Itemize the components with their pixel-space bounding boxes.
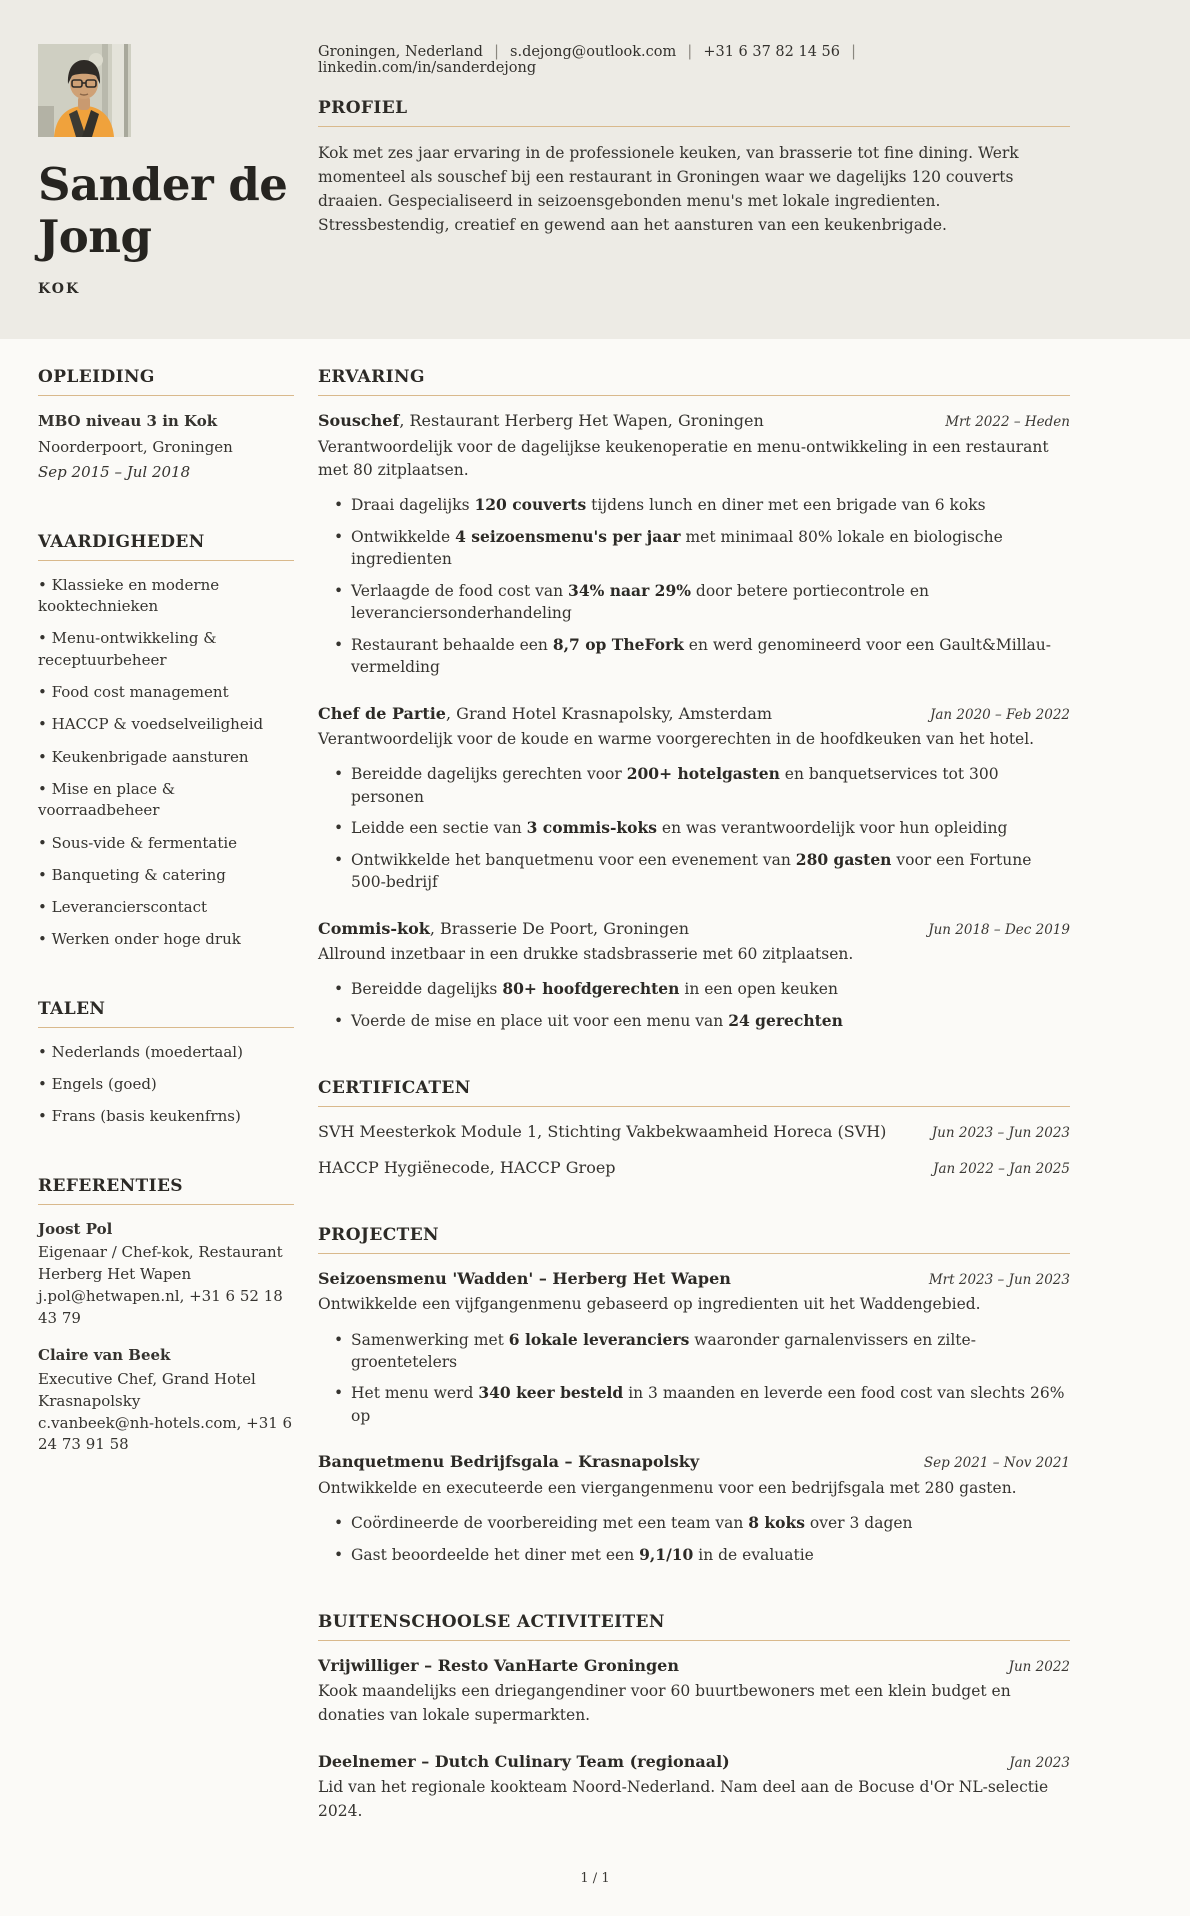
section-talen — [38, 999, 294, 1128]
bullet-text — [351, 494, 1070, 516]
contact-item: Groningen, Nederland — [318, 44, 483, 60]
bullet-item — [334, 494, 1070, 516]
highlighted-text: 120 couverts — [474, 495, 587, 515]
bullet-list — [318, 1329, 1070, 1428]
highlighted-text: 200+ hotelgasten — [626, 764, 780, 784]
activity-header — [318, 1751, 1070, 1773]
activity-title: Deelnemer – Dutch Culinary Team (regionaal) — [318, 1751, 730, 1771]
certificate-entry — [318, 1157, 1070, 1179]
contact-separator: | — [687, 42, 693, 60]
project-dates: Mrt 2023 – Jun 2023 — [928, 1271, 1070, 1288]
certificate-entry — [318, 1121, 1070, 1143]
highlighted-text: 80+ hoofdgerechten — [502, 979, 680, 999]
skill-item: • Food cost management — [38, 683, 229, 702]
activity-header — [318, 1655, 1070, 1677]
bullet-icon: • — [334, 765, 344, 784]
bullet-item — [334, 580, 1070, 625]
plain-text: Gast beoordeelde het diner met een — [351, 1545, 640, 1564]
bullet-icon: • — [334, 581, 344, 600]
job-title: Chef de Partie — [318, 703, 446, 723]
bullet-text — [351, 634, 1070, 679]
reference-entry — [38, 1345, 294, 1456]
project-dates: Sep 2021 – Nov 2021 — [923, 1455, 1070, 1472]
header-left-column — [38, 40, 294, 297]
bullet-item — [334, 763, 1070, 808]
projecten-heading: PROJECTEN — [318, 1225, 1070, 1254]
project-header — [318, 1268, 1070, 1290]
bullet-list — [318, 494, 1070, 678]
section-activiteiten — [318, 1612, 1070, 1823]
certificaten-heading: CERTIFICATEN — [318, 1078, 1070, 1107]
bullet-text — [351, 1010, 1070, 1032]
job-company: , Restaurant Herberg Het Wapen, Groningen — [399, 411, 764, 431]
highlighted-text: 9,1/10 — [639, 1544, 694, 1564]
plain-text: voor een Fortune 500-bedrijf — [351, 850, 1032, 892]
bullet-icon: • — [334, 527, 344, 546]
reference-role: Executive Chef, Grand Hotel Krasnapolsky — [38, 1370, 256, 1410]
bullet-icon: • — [334, 1545, 344, 1564]
activity-entry — [318, 1655, 1070, 1727]
certificate-title: HACCP Hygiënecode — [318, 1157, 490, 1177]
candidate-job-title: KOK — [38, 281, 81, 298]
job-dates: Jun 2018 – Dec 2019 — [928, 921, 1070, 938]
job-company: , Grand Hotel Krasnapolsky, Amsterdam — [445, 703, 773, 723]
job-entry — [318, 918, 1070, 1033]
skill-item: • Sous-vide & fermentatie — [38, 833, 238, 852]
profile-photo-illustration — [38, 44, 131, 137]
contact-item: s.dejong@outlook.com — [510, 44, 677, 60]
contact-separator: | — [851, 42, 857, 60]
contact-separator: | — [493, 42, 500, 60]
contact-line — [318, 42, 1070, 76]
job-title: Souschef — [318, 411, 400, 431]
job-dates: Mrt 2022 – Heden — [945, 414, 1070, 431]
language-item: • Frans (basis keukenfrns) — [38, 1107, 241, 1126]
job-header — [318, 410, 1070, 432]
section-vaardigheden — [38, 532, 294, 951]
project-summary: Ontwikkelde en executeerde een viergangenmenu voor een bedrijfsgala met 280 gasten. — [318, 1478, 1017, 1497]
plain-text: in de evaluatie — [693, 1545, 814, 1564]
bullet-icon: • — [334, 635, 344, 654]
job-summary: Verantwoordelijk voor de dagelijkse keukenoperatie en menu-ontwikkeling in een restaurant met 80 zitplaatsen. — [318, 437, 1049, 480]
bullet-text — [351, 1512, 1070, 1534]
plain-text: over 3 dagen — [804, 1514, 913, 1533]
job-summary: Allround inzetbaar in een drukke stadsbrasserie met 60 zitplaatsen. — [318, 944, 854, 963]
plain-text: door betere portiecontrole en leveranciersonderhandeling — [351, 581, 930, 623]
job-header — [318, 703, 1070, 725]
job-title-line — [318, 703, 772, 725]
plain-text: in een open keuken — [679, 980, 838, 999]
bullet-item — [334, 1544, 1070, 1566]
bullet-text — [351, 526, 1070, 571]
job-title-line — [318, 410, 764, 432]
activity-title: Vrijwilliger – Resto VanHarte Groningen — [318, 1655, 679, 1675]
section-referenties — [38, 1176, 294, 1457]
profiel-heading: PROFIEL — [318, 98, 1070, 127]
bullet-icon: • — [334, 1011, 344, 1030]
bullet-list — [318, 978, 1070, 1032]
skill-item: • Klassieke en moderne kooktechnieken — [38, 575, 220, 616]
bullet-text — [351, 580, 1070, 625]
sidebar — [38, 367, 294, 1456]
reference-name: Joost Pol — [38, 1219, 113, 1238]
bullet-item — [334, 1010, 1070, 1032]
highlighted-text: 3 commis-koks — [526, 818, 657, 838]
bullet-text — [351, 849, 1070, 894]
highlighted-text: 4 seizoensmenu's per jaar — [455, 526, 681, 546]
bullet-text — [351, 763, 1070, 808]
certificate-issuer: , Stichting Vakbekwaamheid Horeca (SVH) — [537, 1122, 887, 1142]
activity-dates: Jun 2022 — [1008, 1658, 1070, 1675]
education-school: Noorderpoort, Groningen — [38, 437, 233, 456]
body — [0, 339, 1190, 1852]
certificate-dates: Jan 2022 – Jan 2025 — [933, 1160, 1070, 1177]
education-dates: Sep 2015 – Jul 2018 — [38, 463, 191, 482]
ervaring-heading: ERVARING — [318, 367, 1070, 396]
talen-heading: TALEN — [38, 999, 294, 1028]
job-title: Commis-kok — [318, 918, 430, 938]
skills-list — [38, 575, 294, 951]
highlighted-text: 8 koks — [748, 1513, 805, 1533]
skill-item: • Banqueting & catering — [38, 865, 226, 884]
plain-text: en banquetservices tot 300 personen — [351, 765, 999, 806]
bullet-icon: • — [334, 1330, 344, 1349]
bullet-icon: • — [334, 980, 344, 999]
page-number: 1 / 1 — [580, 1870, 610, 1886]
highlighted-text: 6 lokale leveranciers — [508, 1329, 690, 1349]
plain-text: Draai dagelijks — [351, 496, 475, 515]
job-header — [318, 918, 1070, 940]
plain-text: met minimaal 80% lokale en biologische ingredienten — [351, 527, 1003, 569]
profiel-text: Kok met zes jaar ervaring in de professionele keuken, van brasserie tot fine dining. Werk momenteel als souschef bij een restaurant in Groningen waar we dagelijks 120 couverts draaien. Gespecialiseerd in seizoensgebonden menu's met lokale ingredienten. Stressbestendig, creatief en gewend aan het aansturen van een keukenbrigade. — [318, 144, 1019, 235]
plain-text: Restaurant behaalde een — [351, 635, 553, 654]
section-projecten — [318, 1225, 1070, 1566]
bullet-item — [334, 1512, 1070, 1534]
reference-entry — [38, 1219, 294, 1330]
highlighted-text: 24 gerechten — [728, 1010, 843, 1030]
page-footer — [0, 1853, 1190, 1916]
skill-item: • Werken onder hoge druk — [38, 930, 241, 949]
bullet-text — [351, 817, 1070, 839]
bullet-item — [334, 1382, 1070, 1427]
references-list — [38, 1219, 294, 1457]
activity-dates: Jan 2023 — [1009, 1754, 1070, 1771]
project-title: Seizoensmenu 'Wadden' – Herberg Het Wapen — [318, 1268, 731, 1288]
plain-text: Bereidde dagelijks gerechten voor — [351, 765, 627, 784]
skill-item: • Leverancierscontact — [38, 898, 208, 917]
contact-item: +31 6 37 82 14 56 — [703, 44, 841, 60]
reference-contact: c.vanbeek@nh-hotels.com, +31 6 24 73 91 58 — [38, 1413, 293, 1454]
certificate-title-line — [318, 1121, 886, 1143]
job-title-line — [318, 918, 689, 940]
plain-text: Ontwikkelde — [351, 527, 456, 546]
bullet-icon: • — [334, 1514, 344, 1533]
bullet-list — [318, 763, 1070, 893]
plain-text: Ontwikkelde het banquetmenu voor een evenement van — [351, 850, 796, 869]
highlighted-text: 280 gasten — [795, 849, 892, 869]
job-entry — [318, 703, 1070, 894]
plain-text: waaronder garnalenvissers en zilte-groentetelers — [351, 1330, 976, 1371]
bullet-icon: • — [334, 819, 344, 838]
activities-list — [318, 1655, 1070, 1823]
header-band — [0, 0, 1190, 339]
certificate-title-line — [318, 1157, 616, 1179]
highlighted-text: 34% naar 29% — [568, 580, 691, 600]
bullet-text — [351, 1382, 1070, 1427]
skill-item: • Mise en place & voorraadbeheer — [38, 779, 176, 820]
language-item: • Nederlands (moedertaal) — [38, 1042, 243, 1061]
certificate-dates: Jun 2023 – Jun 2023 — [931, 1125, 1070, 1142]
project-summary: Ontwikkelde een vijfgangenmenu gebaseerd op ingredienten uit het Waddengebied. — [318, 1295, 981, 1314]
project-header — [318, 1451, 1070, 1473]
jobs-list — [318, 410, 1070, 1032]
vaardigheden-heading: VAARDIGHEDEN — [38, 532, 294, 561]
plain-text: en was verantwoordelijk voor hun opleiding — [656, 819, 1008, 838]
bullet-item — [334, 849, 1070, 894]
activity-entry — [318, 1751, 1070, 1823]
reference-name: Claire van Beek — [38, 1346, 171, 1365]
bullet-icon: • — [334, 850, 344, 869]
candidate-name: Sander de Jong — [38, 158, 288, 264]
job-dates: Jan 2020 – Feb 2022 — [929, 706, 1070, 723]
highlighted-text: 340 keer besteld — [478, 1383, 624, 1403]
education-degree: MBO niveau 3 in Kok — [38, 412, 218, 431]
projects-list — [318, 1268, 1070, 1566]
job-company: , Brasserie De Poort, Groningen — [429, 918, 689, 938]
project-title: Banquetmenu Bedrijfsgala – Krasnapolsky — [318, 1452, 700, 1472]
reference-role: Eigenaar / Chef-kok, Restaurant Herberg Het Wapen — [38, 1243, 283, 1284]
skill-item: • HACCP & voedselveiligheid — [38, 715, 264, 734]
certificates-list — [318, 1121, 1070, 1179]
highlighted-text: 8,7 op TheFork — [552, 634, 684, 654]
bullet-item — [334, 526, 1070, 571]
project-entry — [318, 1451, 1070, 1566]
referenties-heading: REFERENTIES — [38, 1176, 294, 1205]
skill-item: • Menu-ontwikkeling & receptuurbeheer — [38, 629, 217, 669]
plain-text: in 3 maanden en leverde een food cost van slechts 26% op — [351, 1384, 1065, 1425]
bullet-item — [334, 817, 1070, 839]
bullet-icon: • — [334, 1384, 344, 1403]
reference-contact: j.pol@hetwapen.nl, +31 6 52 18 43 79 — [38, 1286, 283, 1327]
project-entry — [318, 1268, 1070, 1428]
bullet-item — [334, 634, 1070, 679]
header-right-column — [318, 40, 1070, 297]
bullet-item — [334, 1329, 1070, 1374]
plain-text: Leidde een sectie van — [351, 819, 527, 838]
activity-summary: Kook maandelijks een driegangendiner voor 60 buurtbewoners met een klein budget en donaties van lokale supermarkten. — [318, 1682, 1011, 1724]
job-summary: Verantwoordelijk voor de koude en warme voorgerechten in de hoofdkeuken van het hotel. — [318, 729, 1035, 748]
bullet-text — [351, 978, 1070, 1000]
languages-list — [38, 1042, 294, 1128]
section-ervaring — [318, 367, 1070, 1032]
plain-text: Het menu werd — [351, 1384, 479, 1403]
profile-photo — [38, 44, 131, 137]
plain-text: Voerde de mise en place uit voor een menu van — [351, 1011, 729, 1030]
bullet-icon: • — [334, 496, 344, 515]
plain-text: en werd genomineerd voor een Gault&Millau-vermelding — [351, 635, 1052, 677]
bullet-list — [318, 1512, 1070, 1566]
bullet-item — [334, 978, 1070, 1000]
activity-summary: Lid van het regionale kookteam Noord-Nederland. Nam deel aan de Bocuse d'Or NL-selectie 2024. — [318, 1778, 1049, 1820]
plain-text: Samenwerking met — [351, 1330, 509, 1349]
plain-text: tijdens lunch en diner met een brigade van 6 koks — [586, 496, 986, 515]
language-item: • Engels (goed) — [38, 1075, 157, 1094]
section-opleiding — [38, 367, 294, 484]
bullet-text — [351, 1544, 1070, 1566]
main-column — [318, 367, 1070, 1822]
plain-text: Bereidde dagelijks — [351, 980, 503, 999]
plain-text: Coördineerde de voorbereiding met een team van — [351, 1514, 749, 1533]
section-profiel — [318, 98, 1070, 237]
plain-text: Verlaagde de food cost van — [351, 581, 569, 600]
certificate-issuer: , HACCP Groep — [489, 1157, 616, 1177]
activiteiten-heading: BUITENSCHOOLSE ACTIVITEITEN — [318, 1612, 1070, 1641]
certificate-title: SVH Meesterkok Module 1 — [318, 1122, 538, 1142]
bullet-text — [351, 1329, 1070, 1374]
section-certificaten — [318, 1078, 1070, 1179]
skill-item: • Keukenbrigade aansturen — [38, 747, 249, 766]
opleiding-heading: OPLEIDING — [38, 367, 294, 396]
job-entry — [318, 410, 1070, 678]
contact-item: linkedin.com/in/sanderdejong — [318, 60, 537, 76]
